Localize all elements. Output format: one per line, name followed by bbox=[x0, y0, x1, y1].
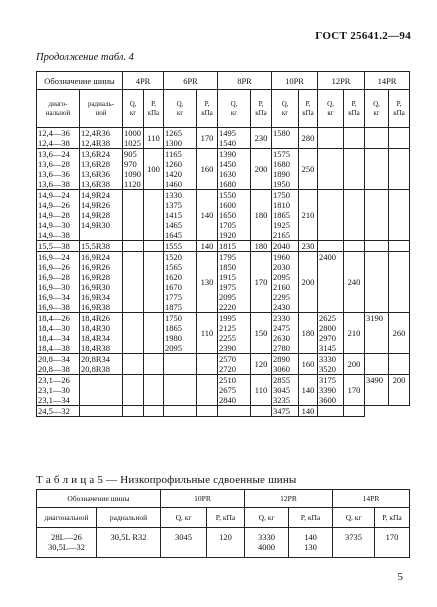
t5-group-header-12pr: 12PR bbox=[245, 490, 333, 508]
table-row bbox=[37, 252, 410, 313]
t5-pressure-cell-12pr: 140 130 bbox=[289, 528, 333, 558]
pressure-cell-6pr bbox=[197, 375, 218, 406]
diagonal-designation: 24,5—32 bbox=[37, 406, 80, 417]
load-cell-4pr bbox=[123, 190, 144, 241]
pressure-cell-10pr: 230 bbox=[299, 241, 318, 252]
radial-designation: 18,4R26 18,4R30 18,4R34 18,4R38 bbox=[80, 313, 123, 354]
load-cell-14pr bbox=[365, 128, 389, 149]
radial-header: радиаль- ной bbox=[80, 90, 123, 128]
t5-p-header-14pr: P, кПа bbox=[375, 508, 410, 528]
t5-load-cell-12pr: 3330 4000 bbox=[245, 528, 289, 558]
pressure-cell-4pr: 110 bbox=[144, 128, 164, 149]
load-cell-12pr: 3175 3390 3600 bbox=[318, 375, 344, 406]
q-header-4pr: Q, кг bbox=[123, 90, 144, 128]
diagonal-designation: 20,8—34 20,8—38 bbox=[37, 354, 80, 375]
pressure-cell-6pr: 160 bbox=[197, 149, 218, 190]
load-cell-8pr: 1815 bbox=[218, 241, 251, 252]
t5-q-header-12pr: Q, кг bbox=[245, 508, 289, 528]
load-cell-10pr: 1960 2030 2095 2160 2295 2430 bbox=[272, 252, 299, 313]
load-cell-14pr bbox=[365, 354, 389, 375]
pressure-cell-14pr bbox=[389, 190, 410, 241]
pressure-cell-8pr: 180 bbox=[251, 190, 272, 241]
pressure-cell-10pr: 180 bbox=[299, 313, 318, 354]
pressure-cell-8pr: 180 bbox=[251, 241, 272, 252]
pressure-cell-12pr bbox=[344, 241, 365, 252]
t5-radial-cell: 30,5L R32 bbox=[97, 528, 161, 558]
load-cell-10pr: 1580 bbox=[272, 128, 299, 149]
pressure-cell-14pr: 260 bbox=[389, 313, 410, 354]
load-cell-10pr: 3475 bbox=[272, 406, 299, 417]
load-cell-6pr: 1750 1865 1980 2095 bbox=[164, 313, 197, 354]
table-row bbox=[37, 406, 410, 417]
pressure-cell-6pr: 140 bbox=[197, 241, 218, 252]
load-cell-14pr bbox=[365, 241, 389, 252]
pressure-cell-12pr: 200 bbox=[344, 354, 365, 375]
pressure-cell-10pr: 160 bbox=[299, 354, 318, 375]
load-cell-14pr bbox=[365, 149, 389, 190]
pressure-cell-12pr: 170 bbox=[344, 375, 365, 406]
pressure-cell-8pr: 110 bbox=[251, 375, 272, 406]
pressure-cell-4pr bbox=[144, 354, 164, 375]
load-cell-12pr bbox=[318, 241, 344, 252]
pressure-cell-12pr: 210 bbox=[344, 313, 365, 354]
t5-pressure-cell-10pr: 120 bbox=[207, 528, 245, 558]
table-row bbox=[37, 375, 410, 406]
load-cell-8pr: 1495 1540 bbox=[218, 128, 251, 149]
radial-designation: 12,4R36 12,4R38 bbox=[80, 128, 123, 149]
load-cell-10pr: 2855 3045 3235 bbox=[272, 375, 299, 406]
diagonal-designation: 13,6—24 13,6—28 13,6—36 13,6—38 bbox=[37, 149, 80, 190]
load-cell-12pr bbox=[318, 406, 344, 417]
load-cell-4pr bbox=[123, 375, 144, 406]
load-cell-10pr: 2040 bbox=[272, 241, 299, 252]
t5-load-cell-10pr: 3045 bbox=[161, 528, 207, 558]
pressure-cell-10pr: 200 bbox=[299, 252, 318, 313]
pressure-cell-10pr: 140 bbox=[299, 406, 318, 417]
q-header-12pr: Q, кг bbox=[318, 90, 344, 128]
load-cell-12pr bbox=[318, 190, 344, 241]
load-cell-6pr: 1265 1300 bbox=[164, 128, 197, 149]
pressure-cell-6pr bbox=[197, 406, 218, 417]
pressure-cell-8pr: 120 bbox=[251, 354, 272, 375]
pressure-cell-14pr bbox=[389, 241, 410, 252]
load-cell-6pr: 1520 1565 1620 1670 1775 1875 bbox=[164, 252, 197, 313]
load-cell-8pr: 1550 1600 1650 1705 1920 bbox=[218, 190, 251, 241]
pressure-cell-10pr: 250 bbox=[299, 149, 318, 190]
pressure-cell-8pr bbox=[251, 406, 272, 417]
load-cell-12pr: 2400 bbox=[318, 252, 344, 313]
q-header-8pr: Q, кг bbox=[218, 90, 251, 128]
radial-designation bbox=[80, 406, 123, 417]
load-cell-14pr: 3490 bbox=[365, 375, 389, 406]
table-row bbox=[37, 149, 410, 190]
table-row bbox=[37, 313, 410, 354]
p-header-8pr: P, кПа bbox=[251, 90, 272, 128]
pressure-cell-12pr bbox=[344, 149, 365, 190]
load-cell-4pr: 905 970 1090 1120 bbox=[123, 149, 144, 190]
diagonal-designation: 15,5—38 bbox=[37, 241, 80, 252]
load-cell-12pr bbox=[318, 128, 344, 149]
load-cell-8pr: 1995 2125 2255 2390 bbox=[218, 313, 251, 354]
table-row bbox=[37, 354, 410, 375]
load-cell-4pr bbox=[123, 252, 144, 313]
pressure-cell-4pr bbox=[144, 252, 164, 313]
page-number: 5 bbox=[397, 571, 403, 583]
p-header-14pr: P, кПа bbox=[389, 90, 410, 128]
pressure-cell-4pr bbox=[144, 313, 164, 354]
load-cell-4pr bbox=[123, 406, 144, 417]
diagonal-header: диаго- нальной bbox=[37, 90, 80, 128]
table-row bbox=[37, 190, 410, 241]
pressure-cell-10pr: 280 bbox=[299, 128, 318, 149]
table-5 bbox=[36, 489, 410, 558]
load-cell-6pr: 1165 1260 1420 1460 bbox=[164, 149, 197, 190]
load-cell-14pr: 3190 bbox=[365, 313, 389, 354]
p-header-6pr: P, кПа bbox=[197, 90, 218, 128]
load-cell-10pr: 1750 1810 1865 1925 2165 bbox=[272, 190, 299, 241]
table-row bbox=[37, 128, 410, 149]
group-header-10pr: 10PR bbox=[272, 72, 318, 90]
load-cell-10pr: 1575 1680 1890 1950 bbox=[272, 149, 299, 190]
pressure-cell-4pr bbox=[144, 406, 164, 417]
table-continuation-caption: Продолжение табл. 4 bbox=[36, 52, 134, 63]
diagonal-designation: 14,9—24 14,9—26 14,9—28 14,9—30 14,9—38 bbox=[37, 190, 80, 241]
pressure-cell-6pr: 140 bbox=[197, 190, 218, 241]
load-cell-8pr: 1795 1850 1915 1975 2095 2220 bbox=[218, 252, 251, 313]
group-header-4pr: 4PR bbox=[123, 72, 164, 90]
t5-load-cell-14pr: 3735 bbox=[333, 528, 375, 558]
pressure-cell-12pr: 240 bbox=[344, 252, 365, 313]
radial-designation: 14,9R24 14,9R26 14,9R28 14,9R30 bbox=[80, 190, 123, 241]
t5-pressure-cell-14pr: 170 bbox=[375, 528, 410, 558]
q-header-10pr: Q, кг bbox=[272, 90, 299, 128]
load-cell-4pr: 1000 1025 bbox=[123, 128, 144, 149]
group-header-6pr: 6PR bbox=[164, 72, 218, 90]
t5-diagonal-header: диагональной bbox=[37, 508, 97, 528]
radial-designation: 16,9R24 16,9R26 16,9R28 16,9R30 16,9R34 16,9R38 bbox=[80, 252, 123, 313]
t5-group-header-10pr: 10PR bbox=[161, 490, 245, 508]
t5-p-header-12pr: P, кПа bbox=[289, 508, 333, 528]
p-header-12pr: P, кПа bbox=[344, 90, 365, 128]
t5-radial-header: радиальной bbox=[97, 508, 161, 528]
pressure-cell-6pr: 170 bbox=[197, 128, 218, 149]
t5-designation-header: Обозначение шины bbox=[37, 490, 161, 508]
load-cell-10pr: 2890 3060 bbox=[272, 354, 299, 375]
load-cell-10pr: 2330 2475 2630 2780 bbox=[272, 313, 299, 354]
diagonal-designation: 16,9—24 16,9—26 16,9—28 16,9—30 16,9—34 16,9—38 bbox=[37, 252, 80, 313]
pressure-cell-14pr bbox=[389, 149, 410, 190]
q-header-14pr: Q, кг bbox=[365, 90, 389, 128]
pressure-cell-8pr: 150 bbox=[251, 313, 272, 354]
pressure-cell-10pr: 140 bbox=[299, 375, 318, 406]
pressure-cell-8pr: 170 bbox=[251, 252, 272, 313]
designation-header: Обозначение шины bbox=[37, 72, 123, 90]
group-header-8pr: 8PR bbox=[218, 72, 272, 90]
pressure-cell-8pr: 200 bbox=[251, 149, 272, 190]
pressure-cell-8pr: 230 bbox=[251, 128, 272, 149]
load-cell-6pr bbox=[164, 375, 197, 406]
group-header-14pr: 14PR bbox=[365, 72, 410, 90]
load-cell-14pr bbox=[365, 190, 389, 241]
t5-q-header-14pr: Q, кг bbox=[333, 508, 375, 528]
pressure-cell-12pr bbox=[344, 128, 365, 149]
diagonal-designation: 12,4—36 12,4—38 bbox=[37, 128, 80, 149]
table-row bbox=[37, 241, 410, 252]
load-cell-6pr: 1555 bbox=[164, 241, 197, 252]
pressure-cell-12pr bbox=[344, 406, 365, 417]
load-cell-6pr: 1330 1375 1415 1465 1645 bbox=[164, 190, 197, 241]
load-cell-4pr bbox=[123, 354, 144, 375]
p-header-10pr: P, кПа bbox=[299, 90, 318, 128]
load-cell-8pr bbox=[218, 406, 251, 417]
pressure-cell-4pr bbox=[144, 375, 164, 406]
load-cell-8pr: 2510 2675 2840 bbox=[218, 375, 251, 406]
pressure-cell-4pr bbox=[144, 190, 164, 241]
pressure-cell-14pr bbox=[389, 252, 410, 313]
load-cell-14pr bbox=[365, 252, 389, 313]
load-cell-6pr bbox=[164, 406, 197, 417]
pressure-cell-6pr: 130 bbox=[197, 252, 218, 313]
t5-group-header-14pr: 14PR bbox=[333, 490, 410, 508]
t5-diagonal-cell: 28L—26 30,5L—32 bbox=[37, 528, 97, 558]
radial-designation: 13,6R24 13,6R28 13,6R36 13,6R38 bbox=[80, 149, 123, 190]
load-cell-4pr bbox=[123, 313, 144, 354]
pressure-cell-12pr bbox=[344, 190, 365, 241]
t5-q-header-10pr: Q, кг bbox=[161, 508, 207, 528]
radial-designation bbox=[80, 375, 123, 406]
load-cell-12pr: 2625 2800 2970 3145 bbox=[318, 313, 344, 354]
table-4 bbox=[36, 71, 410, 417]
load-cell-8pr: 1390 1450 1630 1680 bbox=[218, 149, 251, 190]
load-cell-12pr: 3330 3520 bbox=[318, 354, 344, 375]
pressure-cell-14pr: 200 bbox=[389, 375, 410, 406]
load-cell-4pr bbox=[123, 241, 144, 252]
pressure-cell-6pr: 110 bbox=[197, 313, 218, 354]
pressure-cell-4pr: 100 bbox=[144, 149, 164, 190]
group-header-12pr: 12PR bbox=[318, 72, 365, 90]
radial-designation: 20,8R34 20,8R38 bbox=[80, 354, 123, 375]
p-header-4pr: P, кПа bbox=[144, 90, 164, 128]
load-cell-8pr: 2570 2720 bbox=[218, 354, 251, 375]
pressure-cell-6pr bbox=[197, 354, 218, 375]
pressure-cell-14pr bbox=[389, 128, 410, 149]
pressure-cell-10pr: 210 bbox=[299, 190, 318, 241]
t5-p-header-10pr: P, кПа bbox=[207, 508, 245, 528]
standard-number: ГОСТ 25641.2—94 bbox=[315, 30, 411, 42]
load-cell-12pr bbox=[318, 149, 344, 190]
load-cell-6pr bbox=[164, 354, 197, 375]
diagonal-designation: 18,4—26 18,4—30 18,4—34 18,4—38 bbox=[37, 313, 80, 354]
pressure-cell-14pr bbox=[389, 354, 410, 375]
table-5-caption: Т а б л и ц а 5 — Низкопрофильные сдвоенные шины bbox=[36, 474, 297, 486]
radial-designation: 15,5R38 bbox=[80, 241, 123, 252]
q-header-6pr: Q, кг bbox=[164, 90, 197, 128]
pressure-cell-4pr bbox=[144, 241, 164, 252]
diagonal-designation: 23,1—26 23,1—30 23,1—34 bbox=[37, 375, 80, 406]
